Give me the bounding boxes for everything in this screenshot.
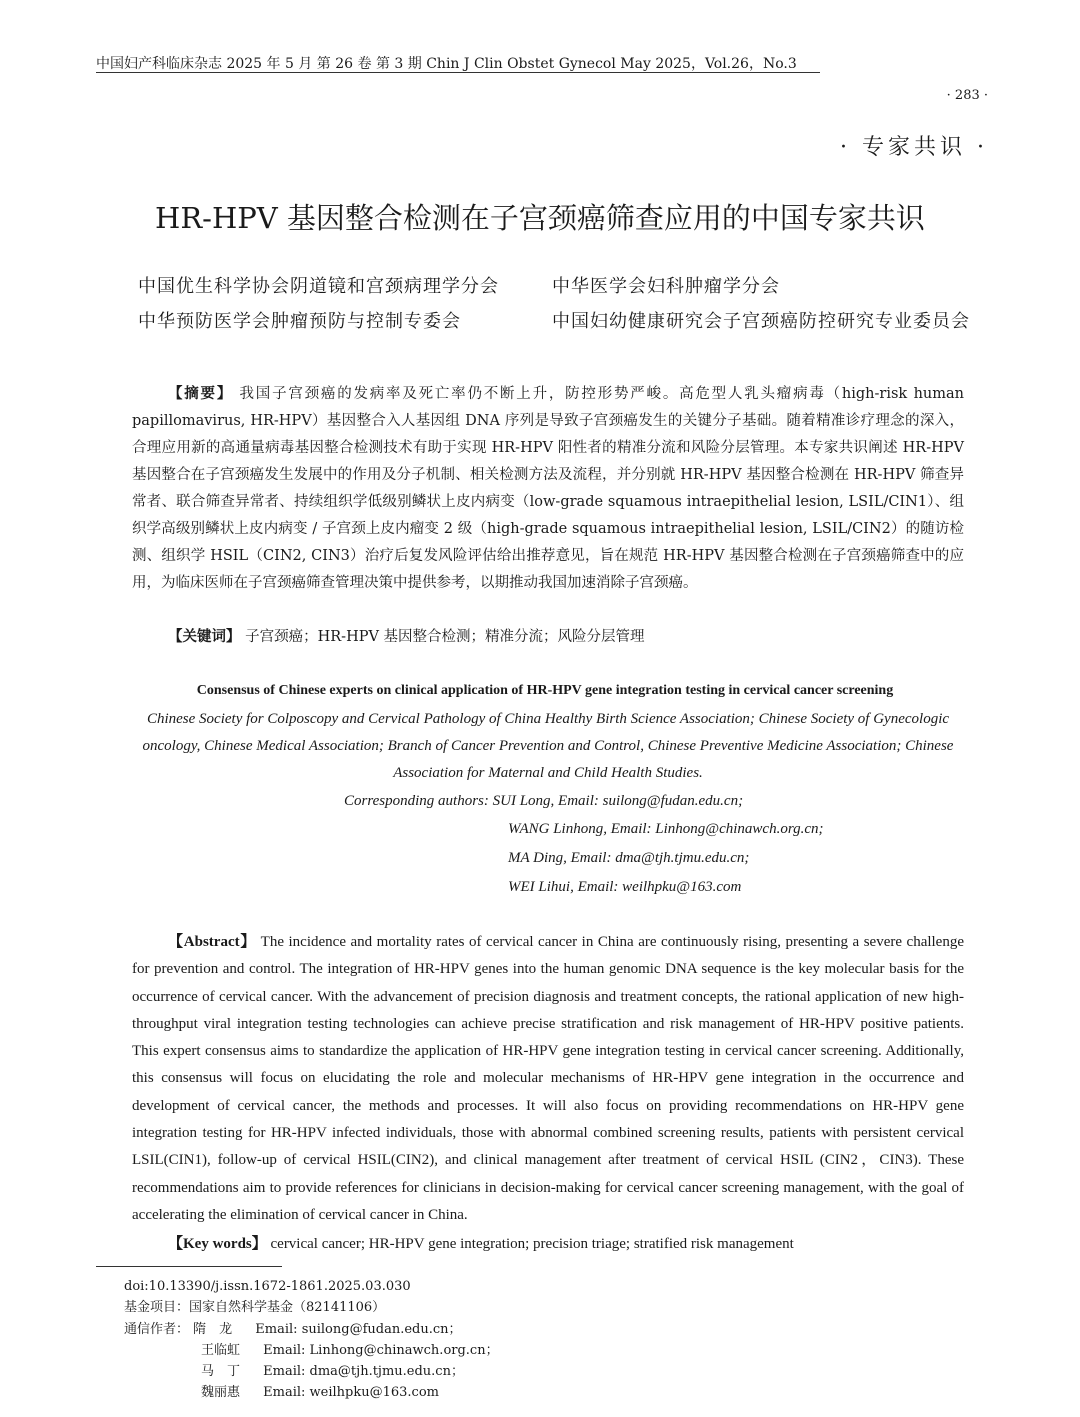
- contact-email: Email: Linhong@chinawch.org.cn；: [263, 1343, 499, 1358]
- cn-keywords-label: 【关键词】: [168, 628, 241, 645]
- org-3: 中华预防医学会肿瘤预防与控制专委会: [138, 311, 461, 332]
- header-rule: [96, 72, 820, 73]
- contact-name: 魏丽惠: [201, 1385, 241, 1400]
- corr-contact-3: [201, 1362, 464, 1383]
- contact-name: 隋 龙: [193, 1322, 233, 1337]
- footnote-rule: [96, 1266, 282, 1267]
- en-abstract-text: The incidence and mortality rates of cervical cancer in China are continuously rising, presenting a severe challenge for prevention and control. The integration of HR-HPV genes into the human genomic DNA sequence is the key molecular basis for the occurrence of cervical cancer. With the advancement of precision diagnosis and treatment concepts, the rational application of new high-throughput viral integration testing technologies can achieve precise stratification and risk management of HR-HPV positive patients. This expert consensus aims to standardize the application of HR-HPV gene integration testing in cervical cancer screening. Additionally, this consensus will focus on elucidating the role and molecular mechanisms of HR-HPV gene integration in the occurrence and development of cervical cancer, the methods and processes. It will also focus on providing recommendations on HR-HPV gene integration testing for HR-HPV infected individuals, those with abnormal combined screening results, patients with persistent cervical LSIL(CIN1), follow-up of cervical HSIL(CIN2), and clinical management after treatment of cervical HSIL (CIN2，CIN3). These recommendations aim to provide references for clinicians in decision-making for cervical cancer screening management, with the goal of accelerating the elimination of cervical cancer in China.: [132, 934, 965, 1223]
- page-number: · 283 ·: [946, 88, 988, 103]
- en-keywords-text: cervical cancer; HR-HPV gene integration; precision triage; stratified risk management: [270, 1236, 794, 1252]
- corr-contact-4: [201, 1383, 439, 1404]
- contact-name: 王临虹: [201, 1343, 241, 1358]
- org-1: 中国优生科学协会阴道镜和宫颈病理学分会: [138, 276, 499, 297]
- doi: doi:10.13390/j.issn.1672-1861.2025.03.030: [124, 1279, 411, 1294]
- cn-abstract-text: 我国子宫颈癌的发病率及死亡率仍不断上升，防控形势严峻。高危型人乳头瘤病毒（high-risk human papillomavirus, HR-HPV）基因整合入人基因组 DNA 序列是导致子宫颈癌发生的关键分子基础。随着精准诊疗理念的深入，合理应用新的高通量病毒基因整合检测技术有助于实现 HR-HPV 阳性者的精准分流和风险分层管理。本专家共识阐述 HR-HPV 基因整合在子宫颈癌发生发展中的作用及分子机制、相关检测方法及流程，并分别就 HR-HPV 基因整合检测在 HR-HPV 筛查异常者、联合筛查异常者、持续组织学低级别鳞状上皮内病变（low-grade squamous intraepithelial lesion, LSIL/CIN1）、组织学高级别鳞状上皮内病变 / 子宫颈上皮内瘤变 2 级（high-grade squamous intraepithelial lesion, LSIL/CIN2）的随访检测、组织学 HSIL（CIN2, CIN3）治疗后复发风险评估给出推荐意见，旨在规范 HR-HPV 基因整合检测在子宫颈癌筛查中的应用，为临床医师在子宫颈癌筛查管理决策中提供参考，以期推动我国加速消除子宫颈癌。: [132, 386, 964, 591]
- en-keywords: [168, 1231, 794, 1257]
- en-keywords-label: 【Key words】: [168, 1236, 267, 1252]
- cn-keywords: [168, 624, 645, 650]
- corresponding-author-4: WEI Lihui, Email: weilhpku@163.com: [508, 879, 742, 895]
- article-title: HR-HPV 基因整合检测在子宫颈癌筛查应用的中国专家共识: [155, 201, 925, 235]
- corr-contact-2: [201, 1341, 499, 1362]
- corr-contact-1: [124, 1320, 462, 1341]
- org-2: 中华医学会妇科肿瘤学分会: [552, 276, 780, 297]
- fund: 基金项目：国家自然科学基金（82141106）: [124, 1300, 386, 1315]
- en-abstract-label: 【Abstract】: [168, 934, 257, 950]
- contact-email: Email: weilhpku@163.com: [263, 1385, 439, 1400]
- en-abstract: [132, 929, 964, 1229]
- cn-keywords-text: 子宫颈癌；HR-HPV 基因整合检测；精准分流；风险分层管理: [245, 629, 645, 645]
- contact-email: Email: dma@tjh.tjmu.edu.cn；: [263, 1364, 464, 1379]
- corresponding-author-3: MA Ding, Email: dma@tjh.tjmu.edu.cn;: [508, 850, 750, 866]
- running-head: 中国妇产科临床杂志 2025 年 5 月 第 26 卷 第 3 期 Chin J Clin Obstet Gynecol May 2025，Vol.26，No.3: [96, 56, 797, 72]
- english-title: Consensus of Chinese experts on clinical application of HR-HPV gene integration testing in cervical cancer screening: [196, 683, 894, 698]
- cn-abstract-label: 【摘要】: [168, 385, 234, 402]
- corresponding-authors: [344, 787, 743, 816]
- section-tag: · 专家共识 ·: [840, 135, 988, 160]
- corr-contact-label: 通信作者：: [124, 1322, 190, 1337]
- english-organizations: Chinese Society for Colposcopy and Cervical Pathology of China Healthy Birth Science Association; Chinese Society of Gynecologic oncology, Chinese Medical Association; Branch of Cancer Prevention and Control, Chinese Preventive Medicine Association; Chinese Association for Maternal and Child Health Studies.: [142, 711, 954, 781]
- corresponding-label: Corresponding authors:: [344, 793, 489, 809]
- org-4: 中国妇幼健康研究会子宫颈癌防控研究专业委员会: [552, 311, 970, 332]
- cn-abstract: [132, 380, 964, 597]
- contact-name: 马 丁: [201, 1364, 241, 1379]
- corresponding-author-2: WANG Linhong, Email: Linhong@chinawch.org.cn;: [508, 821, 824, 837]
- contact-email: Email: suilong@fudan.edu.cn；: [255, 1322, 462, 1337]
- corresponding-author-1: SUI Long, Email: suilong@fudan.edu.cn;: [492, 793, 744, 809]
